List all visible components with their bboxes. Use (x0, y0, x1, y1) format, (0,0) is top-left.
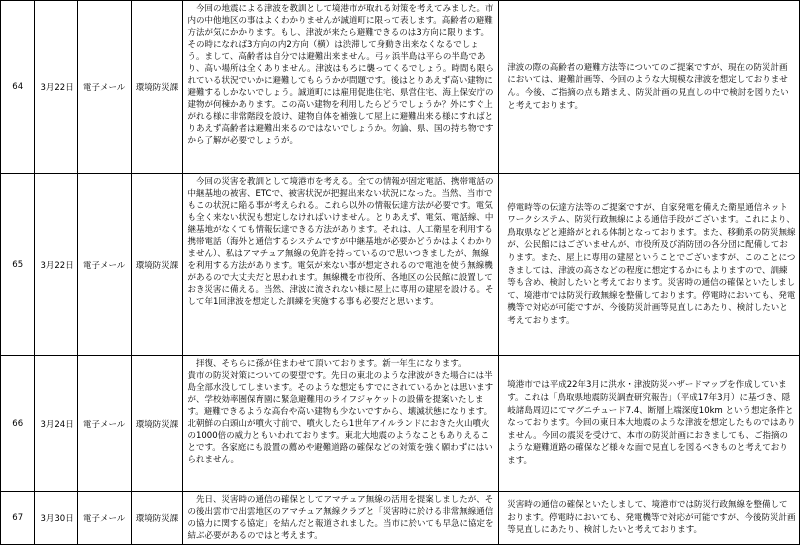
response-text: 津波の際の高齢者の避難方法等についてのご提案ですが、現在の防災計画においては、避難計画等、今回のような大規模な津波を想定しておりません。今後、ご指摘の点も踏まえ、防災計画の見直しの中で検討を図りたいと考えております。 (504, 1, 799, 174)
table-row (1, 1, 800, 174)
received-date: 3月22日 (35, 174, 77, 356)
table-row (1, 174, 800, 356)
row-number: 66 (1, 356, 35, 492)
row-number: 67 (1, 492, 35, 545)
received-date: 3月30日 (35, 492, 77, 545)
submission-type: 電子メール (77, 356, 131, 492)
received-date: 3月24日 (35, 356, 77, 492)
department: 環境防災課 (131, 1, 183, 174)
response-text: 境港市では平成22年3月に洪水・津波防災ハザードマップを作成しています。これは「鳥取県地震防災調査研究報告」（平成17年3月）に基づき、隠岐諸島周辺にてマグニチュード7.4、断層上端深度10km という想定条件となっております。今回の東日本大地震のような津波を想定したものではありません。今回の震災を受けて、本市の防災計画におきましても、ご指摘のような避難道路の確保など様々な面で見直しを図るべきものと考えております。 (504, 356, 799, 492)
response-text: 停電時等の伝達方法等のご提案ですが、自家発電を備えた衛星通信ネットワークシステム、防災行政無線による通信手段がございます。これにより、鳥取県などと連絡がとれる体制となっております。また、移動系の防災無線が、公民館にはございませんが、市役所及び消防団の各分団に配備しております。また、屋上に専用の建屋ということでございますが、このことにつきましては、津波の高さなどの程度に想定するかにもよりますので、訓練等も含め、検討したいと考えております。災害時の通信の確保といたしまして、境港市では防災行政無線を整備しております。停電時においても、発電機等で対応が可能ですが、今後防災計画等見直しにあたり、検討したいと考えております。 (504, 174, 799, 356)
department: 環境防災課 (131, 492, 183, 545)
submission-type: 電子メール (77, 174, 131, 356)
department: 環境防災課 (131, 356, 183, 492)
received-date: 3月22日 (35, 1, 77, 174)
opinion-text: 今回の災害を教訓として境港市を考える。全ての情報が固定電話、携帯電話の中継基地の被害、ETCで、被害状況が把握出来ない状況になった。当然、当市でもこの状況に陥る事が考えられる。これら以外の情報伝達方法が必要です。電気も全く来ない状況も想定しなければいけません。とりあえず、電気、電話線、中継基地がなくても情報伝達できる方法があります。それは、人工衛星を利用する携帯電話（海外と通信するシステムですが中継基地が必要かどうかはよくわかりません）、私はアマチュア無線の免許を持っているので思いつきましたが、無線を利用する方法があります。電気が来ない事が想定されるので電池を使う無線機があるので大丈夫だと思われます。無線機を市役所、各地区の公民館に設置しておき災害に備える。当然、津波に流されない様に屋上に専用の建屋を設ける。そして年1回津波を想定した訓練を実施する事も必要だと思います。 (183, 174, 499, 356)
opinion-text: 拝復、そちらに孫が住まわせて頂いております。新一年生になります。 貴市の防災対策についての要望です。先日の東北のような津波がきた場合には半島全部水没してしまいます。そのような想定もすでにされているかとは思いますが、学校効率圏保育園に緊急避難用のライフジャケットの設備を提案いたします。避難できるような高台や高い建物も少ないですから、壊滅状態になります。北朝鮮の白頭山が噴火寸前で、噴火したら1世年アイルランドにおきた火山噴火の1000倍の威力ともいわれております。東北大地震のようなこともありえることです。各家庭にも設置の薦めや避難道路の確保などの対策を強く願わずにはいられません。 (183, 356, 499, 492)
table-row (1, 356, 800, 492)
row-number: 64 (1, 1, 35, 174)
table-row (1, 492, 800, 545)
row-number: 65 (1, 174, 35, 356)
response-text: 災害時の通信の確保といたしまして、境港市では防災行政無線を整備しております。停電時においても、発電機等で対応が可能ですが、今後防災計画等見直しにあたり、検討したいと考えております。 (504, 492, 799, 545)
opinion-text: 今回の地震による津波を教訓として境港市が取れる対策を考えてみました。市内の中他地区の事はよくわかりませんが誠道町に限って表します。高齢者の避難方法が気にかかります。もし、津波が来たら避難できるのは3方向に限ります。その時になれば3方向の内2方向（横）は渋滞して身動き出来なくなるでしょう。まして、高齢者は自分では避難出来ません。弓ヶ浜半島は平らの半島であり、高い場所は全くありません。津波はもろに襲ってくるでしょう。時間も限られている状況でいかに避難してもらうかが問題です。後はとりあえず高い建物に避難するしかないでしょう。誠道町には雇用促進住宅、県営住宅、海上保安庁の建物が何棟かあります。この高い建物を利用したらどうでしょうか？外にすぐ上がれる様に非常階段を設け、建物自体を補強して屋上に避難出来る様にすればとりあえず高齢者は避難出来るのではないでしょうか。勿論、県、国の持ち物ですから了解が必要でしょうが。 (183, 1, 499, 174)
opinion-text: 先日、災害時の通信の確保としてアマチュア無線の活用を提案しましたが、その後出雲市で出雲地区のアマチュア無線クラブと「災害時に於ける非常無線通信の協力に関する協定」を結んだと報道されました。当市に於いても早急に協定を結ぶ必要があるのではと考えます。 (183, 492, 499, 545)
submission-type: 電子メール (77, 1, 131, 174)
submission-type: 電子メール (77, 492, 131, 545)
department: 環境防災課 (131, 174, 183, 356)
